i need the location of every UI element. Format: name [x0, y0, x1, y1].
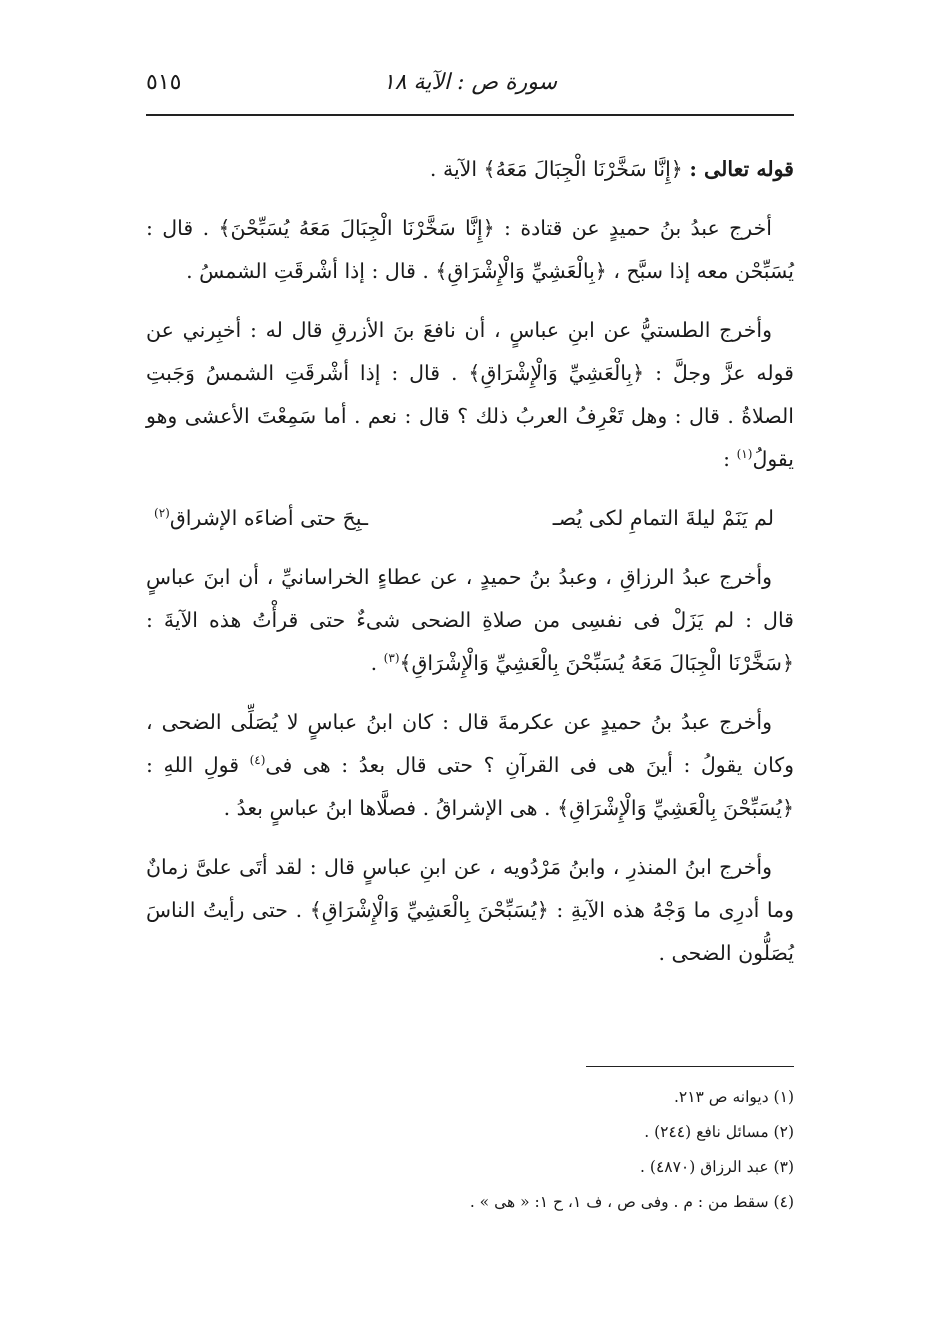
- paragraph-text: وأخرج ابنُ المنذرِ ، وابنُ مَرْدُويه ، عن ابنِ عباسٍ قال : لقد أتَى علىَّ زمانٌ وما أدرِى ما وَجْهُ هذه الآيةِ : ﴿يُسَبِّحْنَ بِالْعَشِيِّ وَالْإِشْرَاقِ﴾ . حتى رأيتُ الناسَ يُصَلُّون الضحى .: [146, 855, 794, 965]
- paragraph-text: وأخرج عبدُ بنُ حميدٍ عن عكرمةَ قال : كان ابنُ عباسٍ لا يُصَلِّى الضحى ، وكان يقولُ : أينَ هى فى القرآنِ ؟ حتى قال بعدُ : هى فى: [146, 710, 794, 777]
- main-text: [146, 148, 794, 991]
- footnote-marker: (٤): [249, 753, 266, 768]
- footnote-3: (٣) عبد الرزاق (٤٨٧٠) .: [640, 1158, 794, 1176]
- paragraph-ikrima: [146, 701, 794, 830]
- running-head: [146, 62, 794, 102]
- paragraph-text: وأخرج الطستيُّ عن ابنِ عباسٍ ، أن نافعَ بنَ الأزرقِ قال له : أخبِرني عن قوله عزَّ وجلَّ : ﴿بِالْعَشِيِّ وَالْإِشْرَاقِ﴾ . قال : إذا أشْرقَتِ الشمسُ وَجَبتِ الصلاةُ . قال : وهل تَعْرِفُ العربُ ذلك ؟ قال : نعم . أما سَمِعْتَ الأعشى وهو يقولُ: [146, 318, 794, 471]
- footnote-divider: [586, 1066, 794, 1067]
- footnote-1: (١) ديوانه ص ٢١٣.: [673, 1088, 794, 1106]
- footnote-4: (٤) سقط من : م . وفى ص ، ف ١، ح ١: « هى » .: [469, 1193, 794, 1211]
- paragraph-qatada: [146, 207, 794, 293]
- footnote-marker: (٢): [154, 506, 170, 521]
- paragraph-text: أخرج عبدُ بنُ حميدٍ عن قتادة : ﴿إِنَّا سَخَّرْنَا الْجِبَالَ مَعَهُ يُسَبِّحْنَ﴾ . قال : يُسَبِّحْن معه إذا سبَّح ، ﴿بِالْعَشِيِّ وَالْإِشْرَاقِ﴾ . قال : إذا أشْرقَتِ الشمسُ .: [146, 216, 794, 283]
- paragraph-tail: .: [370, 651, 384, 675]
- footnote-2: (٢) مسائل نافع (٢٤٤) .: [644, 1123, 794, 1141]
- running-title: سورة ص : الآية ١٨: [382, 70, 558, 95]
- paragraph-text: ﴿إِنَّا سَخَّرْنَا الْجِبَالَ مَعَهُ﴾ الآية .: [429, 157, 683, 181]
- paragraph-tail: قولِ اللهِ : ﴿يُسَبِّحْنَ بِالْعَشِيِّ وَالْإِشْرَاقِ﴾ . هى الإشراقُ . فصلَّاها ابنُ عباسٍ بعدُ .: [146, 753, 794, 820]
- footnote-marker: (٣): [383, 651, 400, 666]
- paragraph-lead: قوله تعالى :: [689, 157, 794, 181]
- paragraph-tasti: [146, 309, 794, 481]
- paragraph-verse-heading: [146, 148, 794, 191]
- page-number: ٥١٥: [146, 70, 182, 95]
- paragraph-ibn-mundhir: [146, 846, 794, 975]
- footnote-marker: (١): [736, 447, 753, 462]
- paragraph-tail: :: [723, 447, 737, 471]
- poetry-verse: [146, 497, 794, 540]
- verse-first-hemistich: لم يَنَمْ ليلةَ التمامِ لكى يُصـ: [552, 506, 774, 530]
- paragraph-abdulrazzaq: [146, 556, 794, 685]
- verse-second-hemistich: ـبِحَ حتى أضاءَه الإشراق$^{(٢)}$: [154, 506, 368, 530]
- header-divider: [146, 114, 794, 116]
- footnotes: [146, 1080, 794, 1220]
- book-page: [146, 0, 794, 1343]
- paragraph-text: وأخرج عبدُ الرزاقِ ، وعبدُ بنُ حميدٍ ، عن عطاءٍ الخراسانيِّ ، أن ابنَ عباسٍ قال : لم يَزَلْ فى نفسِى من صلاةِ الضحى شىءٌ حتى قرأْتُ هذه الآيةَ : ﴿سَخَّرْنَا الْجِبَالَ مَعَهُ يُسَبِّحْنَ بِالْعَشِيِّ وَالْإِشْرَاقِ﴾: [146, 565, 794, 675]
